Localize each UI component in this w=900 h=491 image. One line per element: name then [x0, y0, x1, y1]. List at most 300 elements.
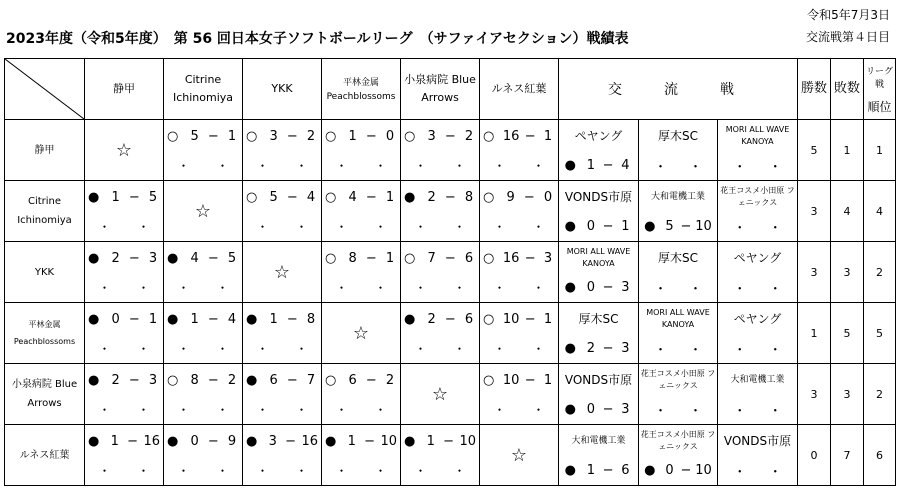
placeholder-dot: ・: [98, 280, 111, 295]
score-against: 1: [227, 128, 237, 144]
report-date: 令和5年7月3日: [807, 8, 890, 22]
score-for: 10: [502, 372, 520, 388]
placeholder-dot: ・: [256, 219, 269, 234]
score-for: 3: [268, 433, 277, 449]
score-for: 16: [502, 128, 520, 144]
score-against: 6: [464, 311, 474, 327]
exchange-opponent: MORI ALL WAVE KANOYA: [725, 125, 790, 146]
score-against: 1: [385, 189, 395, 205]
result-mark-icon: ●: [564, 340, 576, 356]
score-dash: −: [128, 189, 140, 205]
table-row: [5, 425, 896, 486]
row-team-cell: [5, 364, 85, 425]
score-dash: −: [602, 279, 614, 295]
placeholder-dot: ・: [216, 402, 229, 417]
star-icon: ☆: [352, 322, 370, 344]
result-mark-icon: ●: [325, 433, 337, 449]
score-cell: [401, 120, 480, 181]
score-dash: −: [602, 462, 614, 478]
score-for: 1: [111, 189, 120, 205]
exchange-opponent: 大和電機工業: [650, 192, 705, 202]
round-label: 交流戦第４日目: [805, 30, 890, 44]
header-rank-bottom: 順位: [867, 99, 892, 114]
exchange-opponent: MORI ALL WAVE KANOYA: [566, 247, 631, 268]
score-cell: [401, 181, 480, 242]
placeholder-dot: ・: [177, 341, 190, 356]
rank-cell: 5: [864, 303, 896, 364]
row-team-name: 小泉病院 Blue Arrows: [11, 379, 78, 409]
table-row: [5, 303, 896, 364]
score-against: 2: [306, 128, 316, 144]
placeholder-dot: ・: [653, 342, 667, 358]
score-against: 10: [695, 218, 712, 234]
score-cell: [480, 120, 559, 181]
score-cell: [480, 364, 559, 425]
result-mark-icon: ●: [404, 189, 416, 205]
wins-cell: 5: [798, 120, 831, 181]
placeholder-dot: ・: [374, 158, 387, 173]
placeholder-dot: ・: [688, 403, 702, 419]
result-mark-icon: ○: [483, 189, 495, 205]
score-for: 1: [110, 433, 119, 449]
score-dash: −: [207, 372, 219, 388]
placeholder-dot: ・: [295, 463, 308, 478]
placeholder-dot: ・: [453, 463, 466, 478]
result-mark-icon: ○: [325, 128, 337, 144]
score-cell: [243, 425, 322, 486]
score-for: 3: [427, 128, 436, 144]
row-team-name: 平林金属 Peachblossoms: [13, 320, 76, 346]
header-exchange: [559, 59, 798, 120]
exchange-cell: [639, 181, 718, 242]
wins-cell: 3: [798, 242, 831, 303]
placeholder-dot: ・: [177, 280, 190, 295]
score-dash: −: [444, 189, 456, 205]
score-dash: −: [602, 340, 614, 356]
header-team-0: [85, 59, 164, 120]
score-for: 1: [586, 462, 596, 478]
score-for: 9: [506, 189, 515, 205]
score-for: 1: [348, 128, 357, 144]
score-for: 10: [502, 311, 520, 327]
score-dash: −: [128, 250, 140, 266]
placeholder-dot: ・: [532, 158, 545, 173]
exchange-opponent: 花王コスメ小田原 フェニックス: [640, 430, 716, 451]
placeholder-dot: ・: [335, 402, 348, 417]
exchange-cell: [559, 242, 639, 303]
score-for: 6: [269, 372, 278, 388]
score-for: 2: [111, 372, 120, 388]
placeholder-dot: ・: [295, 158, 308, 173]
score-against: 3: [621, 401, 630, 417]
score-for: 2: [427, 311, 436, 327]
header-team-label: ルネス紅葉: [491, 82, 547, 95]
placeholder-dot: ・: [335, 219, 348, 234]
score-against: 3: [543, 250, 553, 266]
placeholder-dot: ・: [653, 159, 667, 175]
score-for: 1: [586, 157, 596, 173]
placeholder-dot: ・: [688, 281, 702, 297]
result-mark-icon: ○: [325, 189, 337, 205]
header-rank: [864, 59, 896, 120]
exchange-opponent: 大和電機工業: [730, 375, 785, 385]
placeholder-dot: ・: [733, 342, 747, 358]
placeholder-dot: ・: [177, 463, 190, 478]
placeholder-dot: ・: [216, 463, 229, 478]
corner-cell: [5, 59, 85, 120]
result-mark-icon: ○: [483, 250, 495, 266]
self-match-cell: [243, 242, 322, 303]
placeholder-dot: ・: [453, 341, 466, 356]
score-dash: −: [602, 401, 614, 417]
score-dash: −: [524, 128, 536, 144]
header-team-label: 平林金属 Peachblossoms: [326, 78, 396, 102]
score-against: 1: [543, 128, 553, 144]
header-rank-top: リーグ戦: [865, 66, 893, 90]
score-dash: −: [444, 250, 456, 266]
exchange-cell: [639, 303, 718, 364]
rank-cell: 6: [864, 425, 896, 486]
diagonal-line: [5, 59, 84, 119]
self-match-cell: [164, 181, 243, 242]
result-mark-icon: ●: [246, 372, 258, 388]
score-for: 0: [190, 433, 199, 449]
rank-cell: 2: [864, 242, 896, 303]
result-mark-icon: ●: [564, 279, 576, 295]
header-wins: [798, 59, 831, 120]
result-mark-icon: ○: [167, 372, 179, 388]
score-cell: [243, 303, 322, 364]
exchange-cell: [559, 120, 639, 181]
score-cell: [401, 425, 480, 486]
result-mark-icon: ●: [88, 372, 100, 388]
placeholder-dot: ・: [733, 159, 747, 175]
score-cell: [85, 242, 164, 303]
score-against: 10: [380, 433, 397, 449]
header-wins-label: 勝数: [800, 81, 827, 96]
score-against: 1: [148, 311, 158, 327]
score-cell: [480, 181, 559, 242]
placeholder-dot: ・: [216, 341, 229, 356]
exchange-opponent: 厚木SC: [578, 311, 619, 326]
header-losses: [831, 59, 864, 120]
self-match-cell: [480, 425, 559, 486]
score-for: 16: [502, 250, 520, 266]
score-cell: [480, 242, 559, 303]
placeholder-dot: ・: [532, 341, 545, 356]
score-against: 0: [543, 189, 553, 205]
result-mark-icon: ●: [644, 218, 656, 234]
score-cell: [164, 425, 243, 486]
result-mark-icon: ●: [88, 433, 100, 449]
score-against: 10: [459, 433, 476, 449]
score-dash: −: [444, 311, 456, 327]
result-mark-icon: ○: [325, 372, 337, 388]
placeholder-dot: ・: [137, 219, 150, 234]
exchange-opponent: 花王コスメ小田原 フェニックス: [720, 186, 795, 207]
self-match-cell: [322, 303, 401, 364]
score-against: 0: [385, 128, 395, 144]
score-dash: −: [207, 311, 219, 327]
score-dash: −: [523, 189, 535, 205]
placeholder-dot: ・: [414, 158, 427, 173]
placeholder-dot: ・: [98, 341, 111, 356]
wins-cell: 0: [798, 425, 831, 486]
placeholder-dot: ・: [98, 402, 111, 417]
score-dash: −: [444, 128, 456, 144]
placeholder-dot: ・: [256, 341, 269, 356]
exchange-cell: [639, 364, 718, 425]
exchange-cell: [718, 181, 798, 242]
score-dash: −: [286, 189, 298, 205]
score-for: 2: [586, 340, 596, 356]
row-team-cell: [5, 181, 85, 242]
losses-cell: 4: [831, 181, 864, 242]
result-mark-icon: ○: [325, 250, 337, 266]
score-dash: −: [285, 433, 297, 449]
score-against: 2: [227, 372, 237, 388]
result-mark-icon: ●: [564, 401, 576, 417]
score-against: 6: [621, 462, 630, 478]
exchange-cell: [718, 242, 798, 303]
placeholder-dot: ・: [414, 280, 427, 295]
score-against: 4: [227, 311, 237, 327]
exchange-cell: [639, 425, 718, 486]
score-for: 1: [269, 311, 278, 327]
result-mark-icon: ●: [167, 250, 179, 266]
exchange-cell: [559, 181, 639, 242]
score-for: 0: [665, 462, 674, 478]
placeholder-dot: ・: [177, 402, 190, 417]
score-for: 7: [427, 250, 436, 266]
score-dash: −: [128, 311, 140, 327]
score-dash: −: [365, 250, 377, 266]
placeholder-dot: ・: [256, 158, 269, 173]
result-mark-icon: ●: [88, 189, 100, 205]
score-dash: −: [602, 157, 614, 173]
score-for: 0: [586, 218, 596, 234]
exchange-cell: [639, 242, 718, 303]
placeholder-dot: ・: [768, 464, 782, 480]
header-team-label: Citrine Ichinomiya: [172, 73, 234, 104]
score-against: 7: [306, 372, 316, 388]
result-mark-icon: ○: [246, 189, 258, 205]
wins-cell: 1: [798, 303, 831, 364]
score-for: 3: [269, 128, 278, 144]
placeholder-dot: ・: [688, 159, 702, 175]
score-cell: [85, 181, 164, 242]
result-mark-icon: ○: [404, 128, 416, 144]
score-for: 1: [347, 433, 356, 449]
placeholder-dot: ・: [453, 158, 466, 173]
exchange-cell: [559, 303, 639, 364]
placeholder-dot: ・: [653, 281, 667, 297]
score-dash: −: [365, 372, 377, 388]
score-dash: −: [524, 311, 536, 327]
placeholder-dot: ・: [453, 280, 466, 295]
score-for: 2: [427, 189, 436, 205]
self-match-cell: [401, 364, 480, 425]
result-mark-icon: ●: [88, 311, 100, 327]
score-for: 5: [665, 218, 674, 234]
score-for: 4: [348, 189, 357, 205]
result-mark-icon: ○: [483, 372, 495, 388]
placeholder-dot: ・: [768, 159, 782, 175]
score-for: 5: [269, 189, 278, 205]
score-cell: [322, 425, 401, 486]
score-dash: −: [365, 128, 377, 144]
score-cell: [243, 364, 322, 425]
score-against: 5: [148, 189, 158, 205]
exchange-opponent: 厚木SC: [658, 128, 698, 143]
row-team-name: Citrine Ichinomiya: [17, 196, 72, 226]
score-dash: −: [602, 218, 614, 234]
score-dash: −: [127, 433, 139, 449]
score-against: 2: [385, 372, 395, 388]
score-for: 8: [348, 250, 357, 266]
placeholder-dot: ・: [335, 280, 348, 295]
losses-cell: 3: [831, 364, 864, 425]
header-team-label: YKK: [271, 82, 293, 95]
placeholder-dot: ・: [493, 158, 506, 173]
score-dash: −: [207, 250, 219, 266]
placeholder-dot: ・: [256, 402, 269, 417]
score-dash: −: [443, 433, 455, 449]
row-team-cell: [5, 303, 85, 364]
score-against: 16: [301, 433, 318, 449]
result-mark-icon: ●: [404, 311, 416, 327]
placeholder-dot: ・: [768, 220, 782, 236]
score-for: 0: [586, 401, 596, 417]
placeholder-dot: ・: [493, 280, 506, 295]
placeholder-dot: ・: [137, 280, 150, 295]
placeholder-dot: ・: [768, 403, 782, 419]
score-against: 5: [227, 250, 237, 266]
result-mark-icon: ●: [644, 462, 656, 478]
placeholder-dot: ・: [532, 219, 545, 234]
exchange-cell: [718, 364, 798, 425]
score-cell: [85, 303, 164, 364]
losses-cell: 1: [831, 120, 864, 181]
result-mark-icon: ●: [167, 311, 179, 327]
header-losses-label: 敗数: [833, 81, 860, 96]
table-row: [5, 242, 896, 303]
result-mark-icon: ○: [483, 311, 495, 327]
result-mark-icon: ●: [564, 218, 576, 234]
score-cell: [164, 303, 243, 364]
exchange-opponent: 大和電機工業: [571, 436, 626, 446]
placeholder-dot: ・: [374, 280, 387, 295]
score-against: 1: [621, 218, 630, 234]
wins-cell: 3: [798, 181, 831, 242]
table-row: [5, 120, 896, 181]
row-team-cell: [5, 120, 85, 181]
result-mark-icon: ●: [246, 433, 258, 449]
standings-table: [4, 58, 896, 486]
score-dash: −: [524, 250, 536, 266]
exchange-cell: [718, 303, 798, 364]
result-mark-icon: ●: [88, 250, 100, 266]
placeholder-dot: ・: [374, 402, 387, 417]
placeholder-dot: ・: [335, 158, 348, 173]
exchange-opponent: ペヤング: [733, 250, 782, 265]
score-against: 4: [306, 189, 316, 205]
score-against: 10: [695, 462, 712, 478]
score-against: 8: [464, 189, 474, 205]
placeholder-dot: ・: [216, 158, 229, 173]
score-cell: [480, 303, 559, 364]
placeholder-dot: ・: [532, 402, 545, 417]
score-cell: [164, 364, 243, 425]
score-against: 3: [148, 250, 158, 266]
header-team-label: 静甲: [113, 82, 135, 95]
table-row: [5, 364, 896, 425]
score-dash: −: [286, 372, 298, 388]
score-for: 4: [190, 250, 199, 266]
exchange-cell: [639, 120, 718, 181]
result-mark-icon: ●: [564, 157, 576, 173]
placeholder-dot: ・: [733, 220, 747, 236]
exchange-cell: [718, 120, 798, 181]
row-team-name: 静甲: [34, 144, 55, 156]
result-mark-icon: ○: [483, 128, 495, 144]
header-exchange-label: 交 流 戦: [608, 82, 748, 98]
placeholder-dot: ・: [653, 403, 667, 419]
star-icon: ☆: [273, 261, 291, 283]
exchange-opponent: VONDS市原: [564, 372, 633, 387]
rank-cell: 2: [864, 364, 896, 425]
star-icon: ☆: [431, 383, 449, 405]
rank-cell: 1: [864, 120, 896, 181]
placeholder-dot: ・: [137, 402, 150, 417]
placeholder-dot: ・: [733, 464, 747, 480]
header-team-5: [480, 59, 559, 120]
placeholder-dot: ・: [374, 463, 387, 478]
score-dash: −: [207, 128, 219, 144]
score-dash: −: [365, 189, 377, 205]
placeholder-dot: ・: [768, 342, 782, 358]
placeholder-dot: ・: [733, 281, 747, 297]
placeholder-dot: ・: [493, 219, 506, 234]
header-team-1: [164, 59, 243, 120]
exchange-cell: [559, 364, 639, 425]
score-dash: −: [286, 128, 298, 144]
losses-cell: 3: [831, 242, 864, 303]
placeholder-dot: ・: [216, 280, 229, 295]
result-mark-icon: ●: [167, 433, 179, 449]
placeholder-dot: ・: [295, 341, 308, 356]
score-dash: −: [207, 433, 219, 449]
header-team-2: [243, 59, 322, 120]
self-match-cell: [85, 120, 164, 181]
score-cell: [322, 364, 401, 425]
score-against: 6: [464, 250, 474, 266]
score-for: 6: [348, 372, 357, 388]
result-mark-icon: ○: [167, 128, 179, 144]
header-row: [5, 59, 896, 120]
score-against: 1: [385, 250, 395, 266]
score-for: 0: [586, 279, 596, 295]
score-dash: −: [680, 218, 692, 234]
placeholder-dot: ・: [733, 403, 747, 419]
table-row: [5, 181, 896, 242]
score-cell: [401, 242, 480, 303]
exchange-opponent: 花王コスメ小田原 フェニックス: [640, 369, 716, 390]
star-icon: ☆: [115, 139, 133, 161]
exchange-opponent: ペヤング: [574, 128, 623, 143]
score-cell: [85, 364, 164, 425]
placeholder-dot: ・: [532, 280, 545, 295]
